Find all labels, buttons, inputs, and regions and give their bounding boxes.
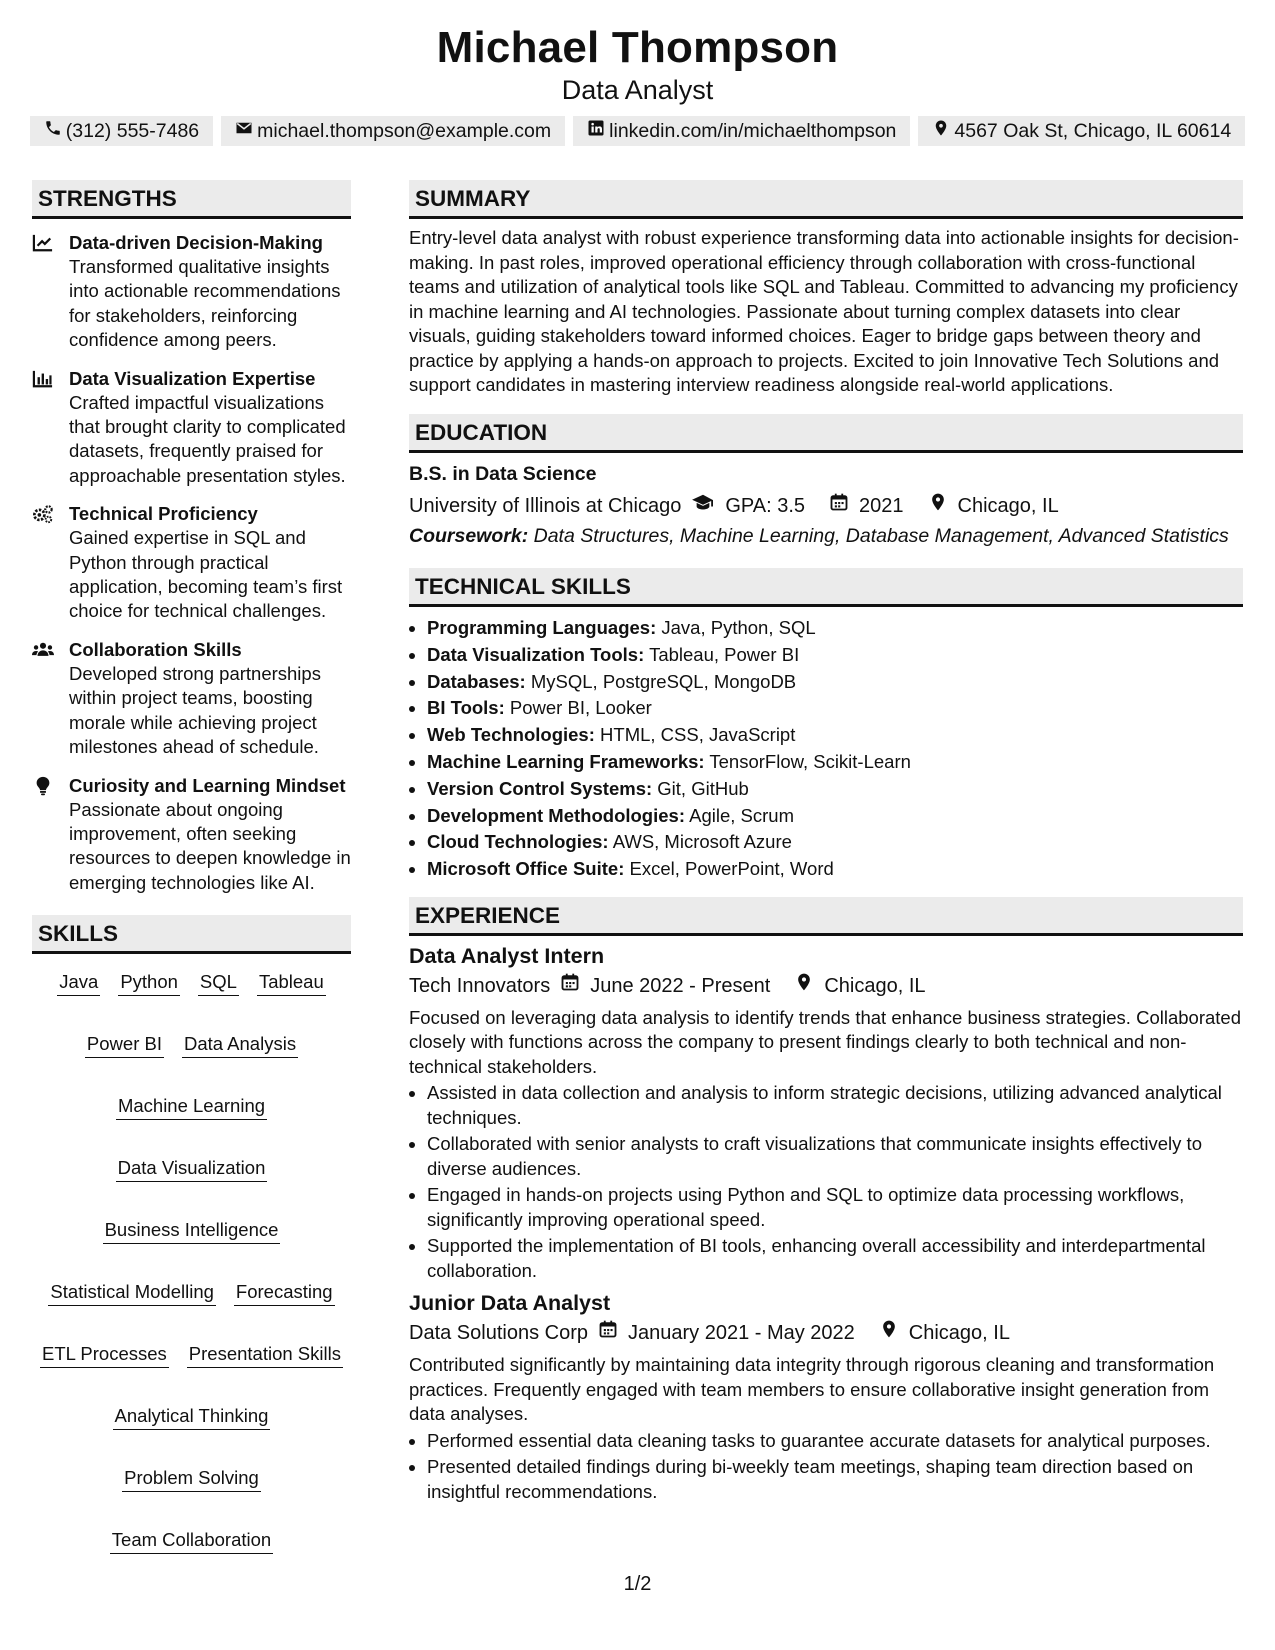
skill-tag: Data Visualization bbox=[116, 1156, 268, 1182]
strength-title: Curiosity and Learning Mindset bbox=[69, 774, 346, 796]
skill-tag: Machine Learning bbox=[116, 1094, 267, 1120]
resume-header bbox=[0, 0, 1275, 146]
skill-tag: Presentation Skills bbox=[187, 1342, 343, 1368]
page-number: 1/2 bbox=[623, 1573, 652, 1595]
contact-phone[interactable] bbox=[30, 116, 213, 146]
contact-linkedin-text: linkedin.com/in/michaelthompson bbox=[609, 120, 897, 142]
job-dates: January 2021 - May 2022 bbox=[627, 1322, 855, 1345]
coursework-label: Coursework: bbox=[409, 524, 529, 547]
education-location: Chicago, IL bbox=[957, 494, 1059, 517]
strength-title: Data Visualization Expertise bbox=[69, 367, 316, 389]
strength-desc: Passionate about ongoing improvement, often seeking resources to deepen knowledge in emerging technologies like AI. bbox=[69, 798, 351, 893]
strength-desc: Transformed qualitative insights into actionable recommendations for stakeholders, reinforcing confidence among peers. bbox=[69, 256, 341, 351]
technical-skill-item: • Databases: MySQL, PostgreSQL, MongoDB bbox=[427, 669, 1243, 696]
job-location: Chicago, IL bbox=[908, 1322, 1010, 1345]
education-heading: EDUCATION bbox=[409, 414, 1243, 453]
job-bullet: • Collaborated with senior analysts to craft visualizations that communicate insights effectively to diverse audiences. bbox=[427, 1132, 1243, 1181]
map-marker-icon bbox=[879, 1319, 899, 1347]
job-summary: Contributed significantly by maintaining data integrity through rigorous cleaning and transformation practices. Frequently engaged with team members to ensure collaborative insight generation from data analyses. bbox=[409, 1354, 1215, 1425]
line-chart-icon bbox=[32, 231, 69, 353]
contact-address-text: 4567 Oak St, Chicago, IL 60614 bbox=[954, 120, 1232, 142]
bar-chart-icon bbox=[32, 367, 69, 489]
skill-tag: Tableau bbox=[257, 970, 326, 996]
users-icon bbox=[32, 638, 69, 760]
experience-heading: EXPERIENCE bbox=[409, 897, 1243, 936]
calendar-icon bbox=[560, 972, 580, 1000]
skill-tag: Power BI bbox=[85, 1032, 164, 1058]
skill-tag: Python bbox=[118, 970, 180, 996]
skill-tag: Business Intelligence bbox=[103, 1218, 281, 1244]
education-coursework bbox=[409, 524, 1243, 549]
education-gpa: GPA: 3.5 bbox=[725, 494, 806, 517]
strength-title: Data-driven Decision-Making bbox=[69, 232, 323, 253]
technical-skill-item: • Programming Languages: Java, Python, SQL bbox=[427, 615, 1243, 642]
candidate-role: Data Analyst bbox=[561, 75, 714, 105]
job-location: Chicago, IL bbox=[824, 974, 926, 997]
strength-item bbox=[32, 502, 351, 624]
skill-tag: Analytical Thinking bbox=[113, 1404, 271, 1430]
contact-address bbox=[918, 116, 1245, 146]
job-title: Junior Data Analyst bbox=[409, 1291, 611, 1316]
strength-item bbox=[32, 231, 351, 353]
technical-skills-heading: TECHNICAL SKILLS bbox=[409, 568, 1243, 607]
technical-skill-item: • Development Methodologies: Agile, Scrum bbox=[427, 803, 1243, 830]
skill-tag: ETL Processes bbox=[40, 1342, 169, 1368]
strength-desc: Gained expertise in SQL and Python through practical application, becoming team’s first choice for technical challenges. bbox=[69, 527, 343, 622]
coursework-text: Data Structures, Machine Learning, Database Management, Advanced Statistics bbox=[533, 524, 1229, 547]
education-year: 2021 bbox=[859, 494, 904, 517]
skill-tag: Statistical Modelling bbox=[48, 1280, 216, 1306]
skills-list bbox=[32, 970, 351, 1554]
graduation-cap-icon bbox=[691, 492, 715, 520]
education-degree: B.S. in Data Science bbox=[409, 462, 597, 485]
right-column bbox=[409, 180, 1243, 1506]
strength-item bbox=[32, 367, 351, 489]
contact-email[interactable] bbox=[221, 116, 565, 146]
calendar-icon bbox=[598, 1319, 618, 1347]
technical-skill-item: • Machine Learning Frameworks: TensorFlow, Scikit-Learn bbox=[427, 749, 1243, 776]
contact-bar bbox=[0, 116, 1275, 146]
technical-skill-item: • Microsoft Office Suite: Excel, PowerPoint, Word bbox=[427, 856, 1243, 883]
strength-desc: Developed strong partnerships within project teams, boosting morale while achieving project milestones ahead of schedule. bbox=[69, 662, 321, 758]
job-summary: Focused on leveraging data analysis to identify trends that enhance business strategies. Collaborated closely with functions across the company to present findings clearly to both technical and non-technical stakeholders. bbox=[409, 1006, 1241, 1077]
technical-skill-item: • Web Technologies: HTML, CSS, JavaScript bbox=[427, 722, 1243, 749]
technical-skill-item: • BI Tools: Power BI, Looker bbox=[427, 695, 1243, 722]
contact-linkedin[interactable] bbox=[573, 116, 910, 146]
envelope-icon bbox=[235, 119, 253, 143]
job-bullet: • Performed essential data cleaning tasks to guarantee accurate datasets for analytical purposes. bbox=[427, 1429, 1243, 1454]
job-bullet: • Assisted in data collection and analysis to inform strategic decisions, utilizing advanced analytical techniques. bbox=[427, 1081, 1243, 1130]
candidate-name: Michael Thompson bbox=[436, 23, 839, 72]
job-bullet: • Engaged in hands-on projects using Python and SQL to optimize data processing workflows, significantly improving operational speed. bbox=[427, 1183, 1243, 1232]
job-bullets bbox=[409, 1081, 1243, 1283]
strength-desc: Crafted impactful visualizations that brought clarity to complicated datasets, frequently praised for approachable presentation styles. bbox=[69, 391, 346, 486]
job-company: Data Solutions Corp bbox=[409, 1322, 588, 1345]
strength-title: Collaboration Skills bbox=[69, 638, 242, 660]
job-company: Tech Innovators bbox=[409, 974, 551, 997]
skill-tag: Problem Solving bbox=[122, 1466, 261, 1492]
skill-tag: SQL bbox=[198, 970, 239, 996]
left-column bbox=[32, 180, 351, 1554]
map-marker-icon bbox=[932, 119, 950, 143]
strength-item bbox=[32, 638, 351, 760]
skill-tag: Java bbox=[57, 970, 100, 996]
contact-email-text: michael.thompson@example.com bbox=[257, 120, 552, 142]
skill-tag: Data Analysis bbox=[182, 1032, 298, 1058]
strengths-list bbox=[32, 231, 351, 895]
job-dates: June 2022 - Present bbox=[590, 974, 771, 997]
calendar-icon bbox=[829, 492, 849, 520]
gears-icon bbox=[32, 502, 69, 624]
strengths-heading: STRENGTHS bbox=[32, 180, 351, 219]
technical-skill-item: • Version Control Systems: Git, GitHub bbox=[427, 776, 1243, 803]
lightbulb-icon bbox=[32, 774, 69, 896]
map-marker-icon bbox=[794, 972, 814, 1000]
education-school: University of Illinois at Chicago bbox=[409, 494, 682, 517]
technical-skills-list bbox=[409, 615, 1243, 883]
job-bullet: • Supported the implementation of BI tools, enhancing overall accessibility and interdepartmental collaboration. bbox=[427, 1234, 1243, 1283]
education-meta bbox=[409, 492, 1243, 520]
phone-icon bbox=[44, 119, 62, 143]
strength-item bbox=[32, 774, 351, 896]
experience-item bbox=[409, 942, 1243, 1284]
strength-title: Technical Proficiency bbox=[69, 503, 258, 525]
linkedin-icon bbox=[587, 119, 605, 143]
contact-phone-text: (312) 555-7486 bbox=[65, 120, 200, 142]
experience-item bbox=[409, 1289, 1243, 1504]
job-bullet: • Presented detailed findings during bi-weekly team meetings, shaping team direction based on insightful recommendations. bbox=[427, 1455, 1243, 1504]
technical-skill-item: • Cloud Technologies: AWS, Microsoft Azure bbox=[427, 829, 1243, 856]
job-bullets bbox=[409, 1429, 1243, 1505]
summary-heading: SUMMARY bbox=[409, 180, 1243, 219]
map-marker-icon bbox=[928, 492, 948, 520]
technical-skill-item: • Data Visualization Tools: Tableau, Power BI bbox=[427, 642, 1243, 669]
job-meta bbox=[409, 1319, 1243, 1347]
skills-heading: SKILLS bbox=[32, 915, 351, 954]
job-meta bbox=[409, 972, 1243, 1000]
skill-tag: Forecasting bbox=[234, 1280, 335, 1306]
summary-text: Entry-level data analyst with robust experience transforming data into actionable insights for decision-making. In past roles, improved operational efficiency through collaboration with cross-functional teams and utilization of analytical tools like SQL and Tableau. Committed to advancing my proficiency in machine learning and AI technologies. Passionate about turning complex datasets into clear visuals, guiding stakeholders toward informed choices. Eager to bridge gaps between theory and practice by applying a hands-on approach to projects. Excited to join Innovative Tech Solutions and support candidates in mastering interview readiness alongside real-world applications. bbox=[409, 227, 1239, 395]
skill-tag: Team Collaboration bbox=[110, 1528, 273, 1554]
job-title: Data Analyst Intern bbox=[409, 943, 605, 968]
